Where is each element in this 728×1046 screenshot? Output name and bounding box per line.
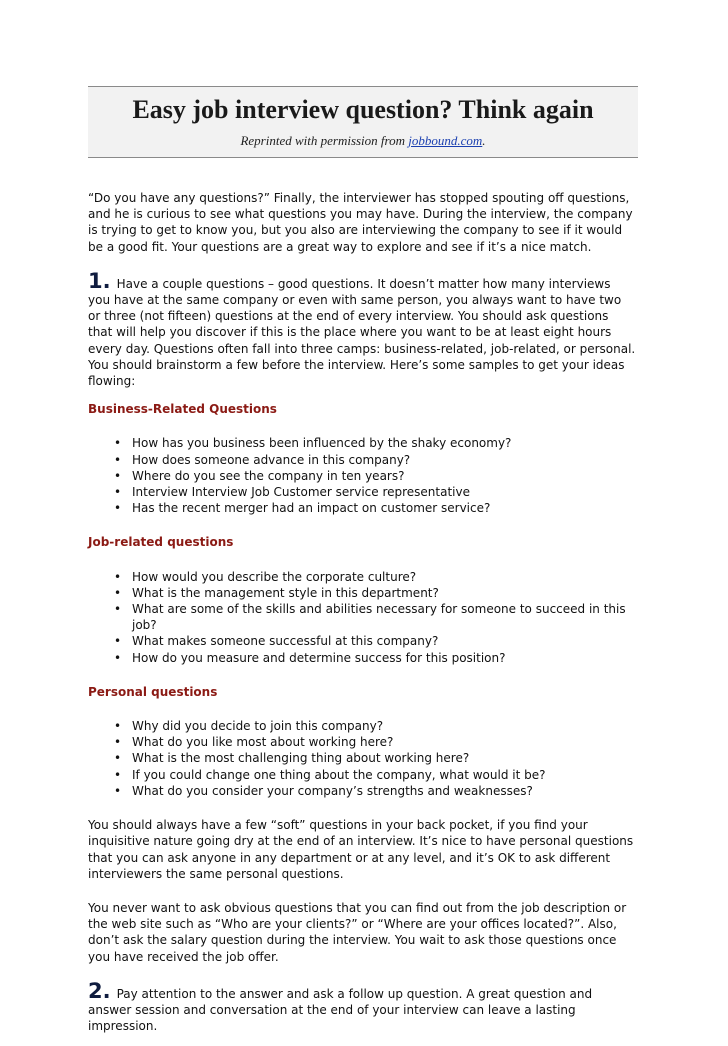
section-1-text: Have a couple questions – good questions. It doesn’t matter how many interviews you have at the same company or even with same person, you always want to have two or three (not fifteen) questions at the end of every interview. You should ask questions that will help you discover if this is the place where you want to be at least eight hours every day. Questions often fall into three camps: business-related, job-related, or personal. You should brainstorm a few before the interview. Here’s some samples to get your ideas flowing: (88, 276, 636, 389)
personal-heading: Personal questions (88, 684, 218, 699)
article-body (88, 190, 636, 1046)
section-2 (88, 978, 636, 1035)
bullet-icon: • (114, 783, 122, 798)
bullet-icon: • (114, 735, 122, 750)
soft-questions-paragraph: You should always have a few “soft” questions in your back pocket, if you find your inquisitive nature going dry at the end of an interview. It’s nice to have personal questions that you can ask anyone in any department or at any level, and it’s OK to ask different interviewers the same personal questions. (88, 818, 634, 881)
list-item: • What do you consider your company’s strengths and weaknesses? (114, 783, 533, 798)
bullet-icon: • (114, 501, 122, 516)
list-item: • What do you like most about working here? (114, 735, 394, 750)
list-item: • If you could change one thing about the company, what would it be? (114, 767, 546, 782)
bullet-icon: • (114, 569, 122, 584)
section-1-number: 1. (88, 268, 111, 293)
byline-suffix: . (482, 133, 486, 148)
job-heading: Job-related questions (88, 535, 234, 550)
personal-question-list (88, 718, 636, 799)
title-banner (88, 86, 638, 158)
section-1 (88, 268, 636, 389)
business-heading: Business-Related Questions (88, 402, 277, 417)
list-item: • What are some of the skills and abilities necessary for someone to succeed in this job? (114, 602, 626, 633)
obvious-questions-paragraph: You never want to ask obvious questions that you can find out from the job description or the web site such as “Who are your clients?” or “Where are your offices located?”. Also, don’t ask the salary question during the interview. You wait to ask those questions once you have received the job offer. (88, 900, 627, 964)
job-question-list (88, 569, 636, 666)
reprint-byline (88, 133, 638, 149)
jobbound-link[interactable]: jobbound.com (408, 133, 483, 148)
list-item: • How do you measure and determine success for this position? (114, 650, 506, 665)
section-2-number: 2. (88, 978, 111, 1003)
bullet-icon: • (114, 485, 122, 500)
list-item: • How has you business been influenced by the shaky economy? (114, 436, 512, 451)
section-2-text: Pay attention to the answer and ask a follow up question. A great question and answer session and conversation at the end of your interview can leave a lasting impression. (88, 986, 593, 1034)
byline-prefix: Reprinted with permission from (240, 133, 409, 148)
bullet-icon: • (114, 719, 122, 734)
list-item: • What makes someone successful at this company? (114, 634, 439, 649)
list-item: • How would you describe the corporate culture? (114, 569, 417, 584)
bullet-icon: • (114, 436, 122, 451)
bullet-icon: • (114, 650, 122, 665)
bullet-icon: • (114, 751, 122, 766)
page-title: Easy job interview question? Think again (132, 95, 594, 124)
intro-paragraph: “Do you have any questions?” Finally, the interviewer has stopped spouting off questions, and he is curious to see what questions you may have. During the interview, the company is trying to get to know you, but you also are interviewing the company to see if it would be a good fit. Your questions are a great way to explore and see if it’s a nice match. (88, 191, 633, 254)
bullet-icon: • (114, 602, 122, 617)
list-item: • What is the most challenging thing about working here? (114, 751, 470, 766)
bullet-icon: • (114, 634, 122, 649)
list-item: • Where do you see the company in ten years? (114, 468, 405, 483)
list-item: • How does someone advance in this company? (114, 452, 411, 467)
bullet-icon: • (114, 452, 122, 467)
business-question-list (88, 435, 636, 516)
bullet-icon: • (114, 468, 122, 483)
bullet-icon: • (114, 585, 122, 600)
list-item: • What is the management style in this department? (114, 585, 439, 600)
bullet-icon: • (114, 767, 122, 782)
list-item: • Has the recent merger had an impact on customer service? (114, 501, 491, 516)
list-item: • Interview Interview Job Customer service representative (114, 485, 470, 500)
list-item: • Why did you decide to join this company? (114, 719, 384, 734)
